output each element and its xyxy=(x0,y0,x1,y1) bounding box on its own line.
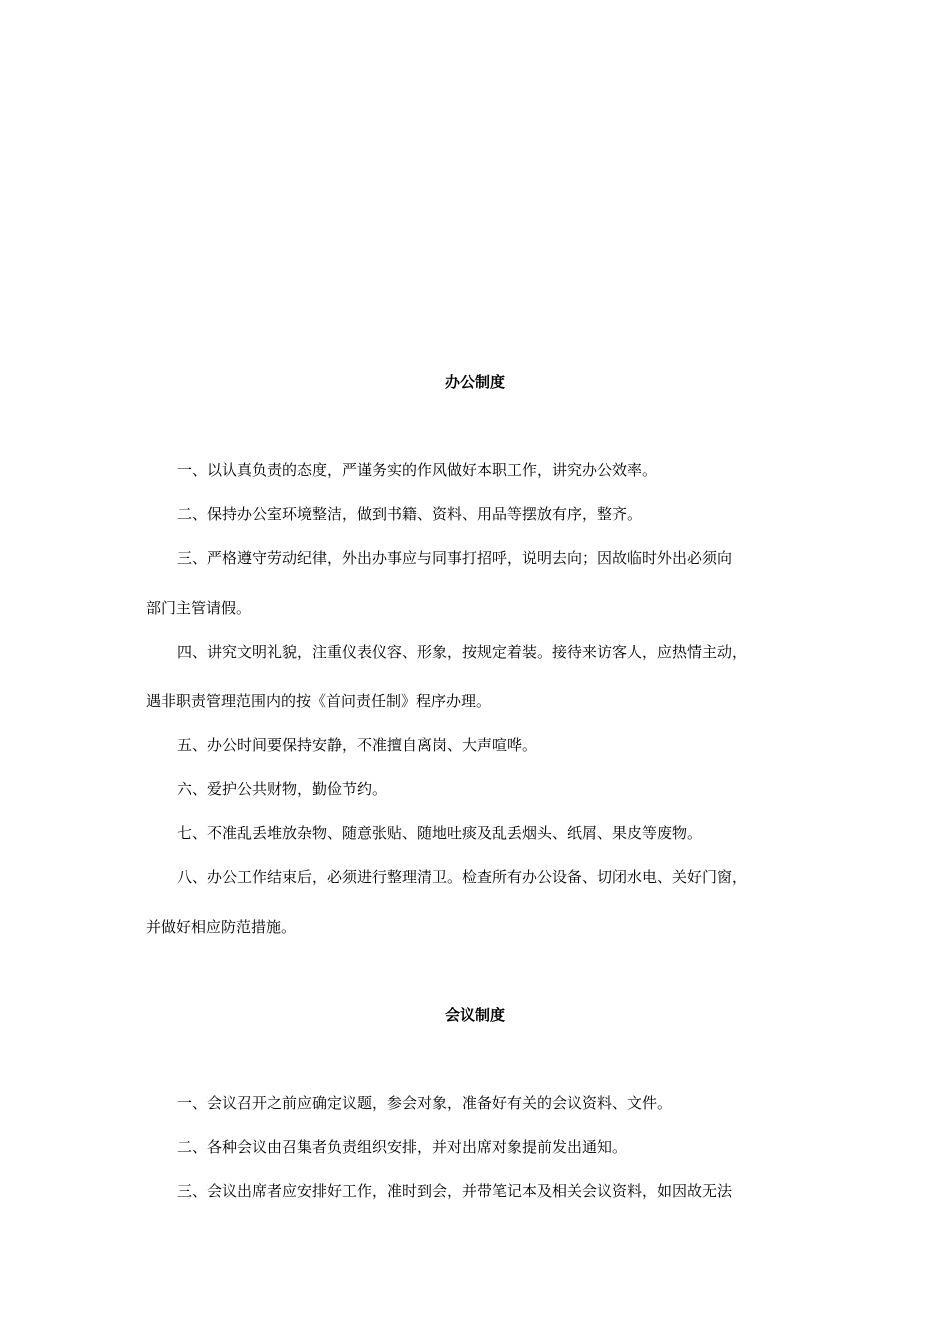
meeting-rule-1: 一、会议召开之前应确定议题，参会对象，准备好有关的会议资料、文件。 xyxy=(177,1094,673,1112)
meeting-rule-2: 二、各种会议由召集者负责组织安排，并对出席对象提前发出通知。 xyxy=(177,1138,628,1156)
office-rule-3-line-1: 三、严格遵守劳动纪律，外出办事应与同事打招呼，说明去向；因故临时外出必须向 xyxy=(177,549,733,567)
office-rule-5: 五、办公时间要保持安静，不准擅自离岗、大声喧哗。 xyxy=(177,736,538,754)
office-rule-4-line-2: 遇非职责管理范围内的按《首问责任制》程序办理。 xyxy=(146,692,492,710)
office-rule-8-line-1: 八、办公工作结束后，必须进行整理清卫。检查所有办公设备、切闭水电、关好门窗， xyxy=(177,868,748,886)
office-rule-4-line-1: 四、讲究文明礼貌，注重仪表仪容、形象，按规定着装。接待来访客人，应热情主动， xyxy=(177,643,748,661)
office-rule-1: 一、以认真负责的态度，严谨务实的作风做好本职工作，讲究办公效率。 xyxy=(177,461,658,479)
office-rules-title: 办公制度 xyxy=(444,373,505,391)
office-rule-6: 六、爱护公共财物，勤俭节约。 xyxy=(177,780,388,798)
office-rule-8-line-2: 并做好相应防范措施。 xyxy=(146,918,297,936)
office-rule-2: 二、保持办公室环境整洁，做到书籍、资料、用品等摆放有序，整齐。 xyxy=(177,505,643,523)
office-rule-7: 七、不准乱丢堆放杂物、随意张贴、随地吐痰及乱丢烟头、纸屑、果皮等废物。 xyxy=(177,824,703,842)
meeting-rules-title: 会议制度 xyxy=(444,1006,505,1024)
office-rule-3-line-2: 部门主管请假。 xyxy=(146,599,252,617)
meeting-rule-3-line-1: 三、会议出席者应安排好工作，准时到会，并带笔记本及相关会议资料，如因故无法 xyxy=(177,1182,733,1200)
